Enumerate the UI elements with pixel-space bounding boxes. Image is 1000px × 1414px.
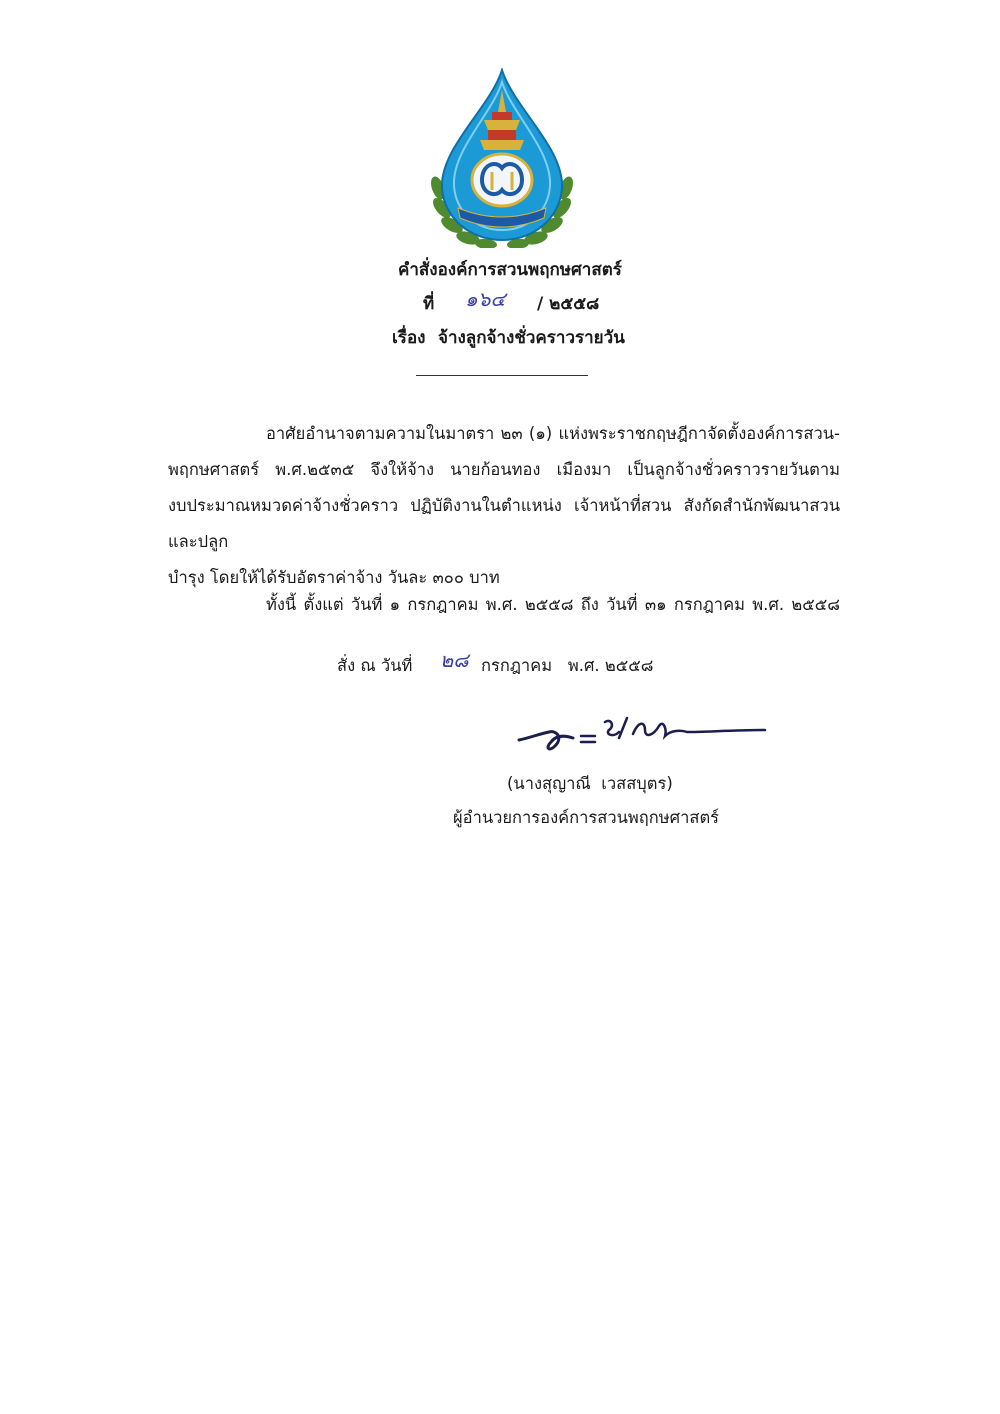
effective-period — [168, 587, 840, 623]
royal-monogram-icon — [472, 154, 532, 206]
organization-logo — [424, 68, 580, 248]
effective-period-text: ทั้งนี้ ตั้งแต่ วันที่ ๑ กรกฎาคม พ.ศ. ๒๕๕๘ ถึง วันที่ ๓๑ กรกฎาคม พ.ศ. ๒๕๕๘ — [266, 595, 840, 614]
order-number-label: ที่ — [423, 294, 435, 314]
paragraph-line: บำรุง โดยให้ได้รับอัตราค่าจ้าง วันละ ๓๐๐ บาท — [168, 568, 500, 587]
order-date-day-handwritten: ๒๘ — [440, 648, 469, 672]
paragraph-line: พฤกษศาสตร์ พ.ศ.๒๕๓๕ จึงให้จ้าง นายก้อนทอง เมืองมา เป็นลูกจ้างชั่วคราวรายวันตาม — [168, 460, 840, 479]
handwritten-signature — [515, 708, 770, 758]
paragraph-line: งบประมาณหมวดค่าจ้างชั่วคราว ปฏิบัติงานในตำแหน่ง เจ้าหน้าที่สวน สังกัดสำนักพัฒนาสวนและปลูก — [168, 496, 840, 551]
subject-text: จ้างลูกจ้างชั่วคราวรายวัน — [438, 328, 625, 348]
subject-label: เรื่อง — [392, 328, 426, 348]
order-number-year: / ๒๕๕๘ — [537, 294, 600, 314]
order-date-prefix: สั่ง ณ วันที่ — [337, 656, 413, 675]
order-number-handwritten: ๑๖๔ — [465, 287, 506, 311]
header-divider — [416, 375, 588, 376]
order-date-month-year: กรกฎาคม พ.ศ. ๒๕๕๘ — [481, 656, 654, 675]
signatory-name: (นางสุญาณี เวสสบุตร) — [507, 774, 673, 793]
order-title: คำสั่งองค์การสวนพฤกษศาสตร์ — [398, 260, 622, 280]
paragraph-line: อาศัยอำนาจตามความในมาตรา ๒๓ (๑) แห่งพระราชกฤษฎีกาจัดตั้งองค์การสวน- — [266, 424, 840, 443]
signatory-position: ผู้อำนวยการองค์การสวนพฤกษศาสตร์ — [453, 808, 720, 827]
order-body-paragraph — [168, 416, 840, 596]
